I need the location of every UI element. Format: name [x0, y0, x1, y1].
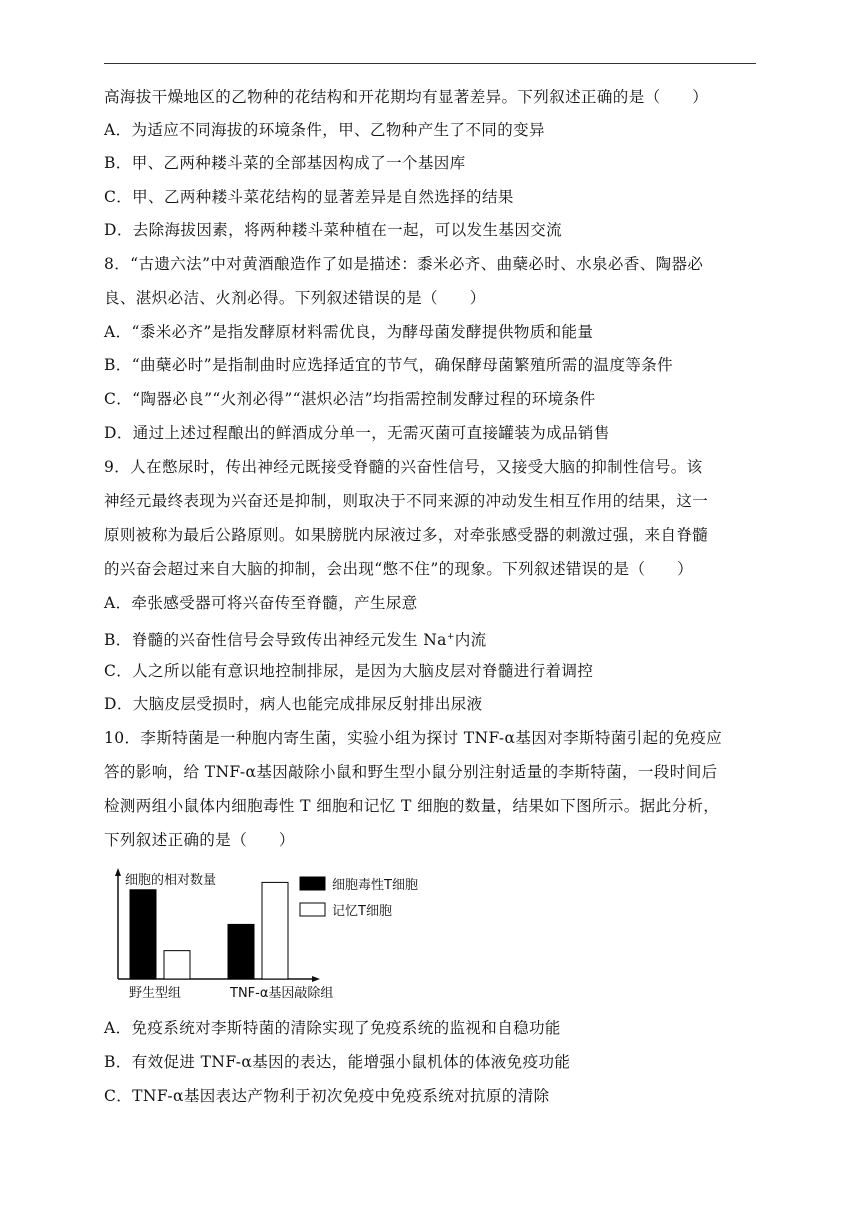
q9-option-c: C．人之所以能有意识地控制排尿，是因为大脑皮层对脊髓进行着调控 [104, 662, 594, 680]
bar-memory-0 [164, 951, 190, 979]
legend-swatch-cytotoxic [300, 877, 325, 890]
y-axis-arrow [115, 868, 121, 876]
question-9-line-4: 的兴奋会超过来自大脑的抑制，会出现“憋不住”的现象。下列叙述错误的是（ ） [104, 560, 694, 578]
legend-swatch-memory [300, 903, 325, 916]
legend-label-memory: 记忆T细胞 [332, 904, 392, 919]
q9-option-d: D．大脑皮层受损时，病人也能完成排尿反射排出尿液 [104, 695, 483, 713]
legend-label-cytotoxic: 细胞毒性T细胞 [332, 878, 418, 893]
question-10-line-1: 10．李斯特菌是一种胞内寄生菌，实验小组为探讨 TNF-α基因对李斯特菌引起的免疫应 [104, 729, 723, 747]
top-rule [104, 63, 756, 64]
question-8-line-1: 8．“古遗六法”中对黄酒酿造作了如是描述：黍米必齐、曲蘖必时、水泉必香、陶器必 [104, 255, 704, 273]
q8-option-d: D．通过上述过程酿出的鲜酒成分单一，无需灭菌可直接罐装为成品销售 [104, 424, 610, 442]
question-9-line-2: 神经元最终表现为兴奋还是抑制，则取决于不同来源的冲动发生相互作用的结果，这一 [104, 492, 709, 510]
q7-option-d: D．去除海拔因素，将两种耧斗菜种植在一起，可以发生基因交流 [104, 221, 563, 239]
q9-option-b-text: B．脊髓的兴奋性信号会导致传出神经元发生 Na [104, 631, 447, 649]
q7-option-b: B．甲、乙两种耧斗菜的全部基因构成了一个基因库 [104, 154, 466, 172]
bar-chart [110, 862, 440, 1002]
question-10-line-3: 检测两组小鼠体内细胞毒性 T 细胞和记忆 T 细胞的数量，结果如下图所示。据此分析， [104, 797, 720, 815]
q10-option-b: B．有效促进 TNF-α基因的表达，能增强小鼠机体的体液免疫功能 [104, 1053, 571, 1071]
q10-option-a: A．免疫系统对李斯特菌的清除实现了免疫系统的监视和自稳功能 [104, 1019, 561, 1037]
question-9-line-1: 9．人在憋尿时，传出神经元既接受脊髓的兴奋性信号，又接受大脑的抑制性信号。该 [104, 458, 703, 476]
x-axis-arrow [312, 976, 320, 982]
bar-cytotoxic-1 [228, 924, 254, 979]
x-tick-label-0: 野生型组 [128, 986, 182, 1001]
q8-option-c: C．“陶器必良”“火剂必得”“湛炽必洁”均指需控制发酵过程的环境条件 [104, 390, 596, 408]
q9-option-a: A．牵张感受器可将兴奋传至脊髓，产生尿意 [104, 594, 418, 612]
bar-cytotoxic-0 [130, 890, 156, 979]
x-tick-label-1: TNF-α基因敲除组 [230, 986, 334, 1001]
na-superscript: + [446, 632, 455, 642]
q9-option-b [104, 627, 487, 650]
q9-option-b-tail: 内流 [454, 631, 487, 649]
question-7-stem-tail: 高海拔干燥地区的乙物种的花结构和开花期均有显著差异。下列叙述正确的是（ ） [104, 88, 709, 106]
x-labels-group [129, 985, 333, 1001]
bar-chart-svg [110, 862, 440, 1002]
question-10-line-2: 答的影响，给 TNF-α基因敲除小鼠和野生型小鼠分别注射适量的李斯特菌，一段时间后 [104, 763, 718, 781]
q7-option-a: A．为适应不同海拔的环境条件，甲、乙物种产生了不同的变异 [104, 121, 545, 139]
question-8-line-2: 良、湛炽必洁、火剂必得。下列叙述错误的是（ ） [104, 289, 486, 307]
q7-option-c: C．甲、乙两种耧斗菜花结构的显著差异是自然选择的结果 [104, 188, 514, 206]
question-10-line-4: 下列叙述正确的是（ ） [104, 831, 295, 849]
bars-group [130, 882, 288, 979]
bar-memory-1 [262, 882, 288, 979]
q8-option-b: B．“曲蘖必时”是指制曲时应选择适宜的节气，确保酵母菌繁殖所需的温度等条件 [104, 356, 674, 374]
y-axis-label: 细胞的相对数量 [125, 873, 217, 888]
q8-option-a: A．“黍米必齐”是指发酵原材料需优良，为酵母菌发酵提供物质和能量 [104, 323, 594, 341]
question-9-line-3: 原则被称为最后公路原则。如果膀胱内尿液过多，对牵张感受器的刺激过强，来自脊髓 [104, 526, 709, 544]
q10-option-c: C．TNF-α基因表达产物利于初次免疫中免疫系统对抗原的清除 [104, 1087, 550, 1105]
